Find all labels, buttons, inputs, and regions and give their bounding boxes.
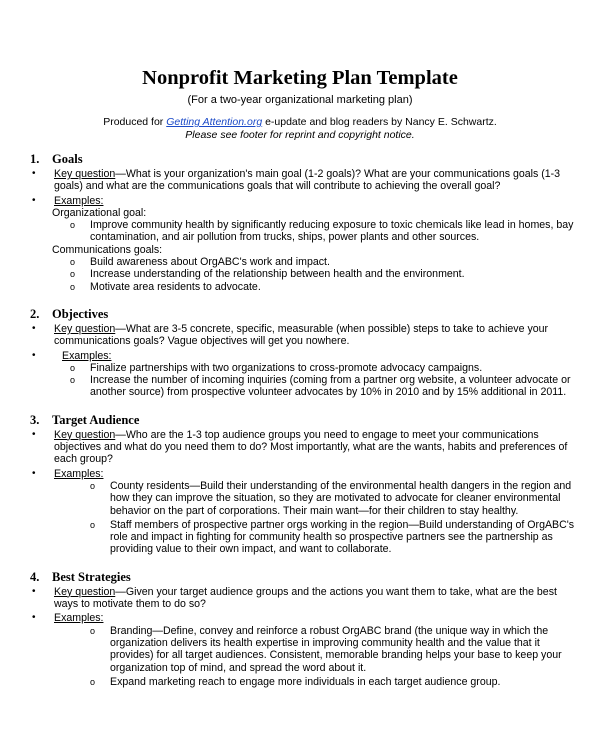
circle-bullet-icon: o — [70, 220, 76, 231]
section-heading — [30, 570, 575, 585]
list-item-text: Staff members of prospective partner orgs working in the region—Build understanding of OrgABC's role and impact in fighting for community health so prospective partners see the partnership as providing value to their own impact, and want to collaborate. — [110, 518, 575, 556]
list-item-text: Increase the number of incoming inquiries (coming from a partner org website, a volunteer advocate or another source) from prospective volunteer advocates by 10% in 2010 and by 15% additional in 2011. — [90, 374, 571, 399]
section-title: Best Strategies — [52, 569, 131, 584]
circle-bullet-icon: o — [90, 480, 96, 491]
footer-note: Please see footer for reprint and copyright notice. — [185, 128, 415, 141]
list-item — [70, 281, 575, 293]
list-item — [70, 268, 575, 280]
document-title: Nonprofit Marketing Plan Template — [142, 67, 458, 89]
list-item — [70, 219, 575, 244]
examples-label: Examples: — [54, 194, 104, 207]
list-item-text: Motivate area residents to advocate. — [90, 280, 261, 293]
comm-goal-label: Communications goals: — [52, 243, 163, 256]
key-question-row — [30, 586, 575, 611]
key-question-body: —Who are the 1-3 top audience groups you need to engage to meet your communications objectives and what do you need them to do? Most importantly, what are the wants, habits and preferences of each group? — [54, 428, 568, 466]
section-title: Objectives — [52, 306, 109, 321]
examples-row — [30, 350, 575, 362]
list-item — [90, 519, 575, 556]
section-number: 4. — [30, 569, 40, 584]
section-objectives — [30, 307, 575, 399]
key-question-label: Key question — [54, 585, 116, 598]
key-question-row — [30, 323, 575, 348]
list-item — [90, 625, 575, 674]
section-target-audience — [30, 413, 575, 556]
circle-bullet-icon: o — [90, 676, 96, 687]
list-item-text: Build awareness about OrgABC's work and impact. — [90, 256, 330, 269]
bullet-icon: • — [32, 428, 36, 440]
document-subtitle: (For a two-year organizational marketing plan) — [187, 94, 413, 106]
produced-prefix: Produced for — [103, 116, 167, 128]
list-item — [70, 362, 575, 374]
key-question-text — [54, 168, 575, 193]
examples-label: Examples: — [62, 349, 112, 362]
org-goal-label: Organizational goal: — [52, 206, 147, 219]
section-number: 1. — [30, 152, 40, 166]
circle-bullet-icon: o — [70, 375, 76, 386]
bullet-icon: • — [32, 322, 36, 334]
bullet-icon: • — [32, 349, 36, 361]
key-question-text — [54, 586, 575, 611]
produced-suffix: e-update and blog readers by Nancy E. Schwartz. — [262, 116, 497, 128]
bullet-icon: • — [32, 585, 36, 597]
section-best-strategies — [30, 570, 575, 688]
key-question-label: Key question — [54, 322, 116, 335]
list-item-text: Improve community health by significantly reducing exposure to toxic chemicals like lead in homes, bay contamination, and air pollution from trucks, ships, power plants and other sources. — [90, 219, 574, 244]
list-item-text: Increase understanding of the relationship between health and the environment. — [90, 268, 465, 281]
list-item — [90, 676, 575, 688]
list-item — [90, 480, 575, 517]
produced-by — [0, 116, 600, 141]
key-question-row — [30, 168, 575, 193]
key-question-body: —Given your target audience groups and the actions you want them to take, what are the best ways to motivate them to do so? — [54, 585, 557, 611]
section-number: 2. — [30, 306, 40, 321]
list-item-text: Finalize partnerships with two organizations to cross-promote advocacy campaigns. — [90, 361, 483, 374]
list-item-text: County residents—Build their understanding of the environmental health dangers in the region and how they can improve the situation, so they are motivated to advocate for cleaner environmental behavior on the part of corporations. Their main want—for their children to stay healthy. — [110, 479, 572, 517]
section-goals — [30, 152, 575, 293]
examples-row — [30, 195, 575, 207]
list-item — [70, 256, 575, 268]
key-question-row — [30, 429, 575, 466]
getting-attention-link[interactable]: Getting Attention.org — [166, 116, 263, 128]
list-item-text: Expand marketing reach to engage more individuals in each target audience group. — [110, 675, 501, 688]
circle-bullet-icon: o — [70, 281, 76, 292]
key-question-text — [54, 429, 575, 466]
examples-label: Examples: — [54, 612, 104, 625]
key-question-label: Key question — [54, 168, 116, 180]
section-heading — [30, 152, 575, 167]
bullet-icon: • — [32, 467, 36, 479]
key-question-body: —What is your organization's main goal (1-2 goals)? What are your communications goals (1-3 goals) and what are the communications goals that will contribute to achieving the overall goal? — [54, 168, 561, 193]
circle-bullet-icon: o — [70, 257, 76, 268]
bullet-icon: • — [32, 168, 36, 179]
document-content — [30, 152, 575, 702]
key-question-text — [54, 323, 575, 348]
circle-bullet-icon: o — [90, 625, 96, 636]
section-heading — [30, 413, 575, 428]
section-heading — [30, 307, 575, 322]
produced-line — [0, 116, 600, 129]
circle-bullet-icon: o — [70, 362, 76, 373]
section-number: 3. — [30, 412, 40, 427]
key-question-label: Key question — [54, 428, 116, 441]
key-question-body: —What are 3-5 concrete, specific, measurable (when possible) steps to take to achieve your communications goals? Vague objectives will get you nowhere. — [54, 322, 549, 348]
examples-label: Examples: — [54, 467, 104, 480]
list-item-text: Branding—Define, convey and reinforce a robust OrgABC brand (the unique way in which the organization delivers its health expertise in improving community health and the value that it provides) for all target audiences. Consistent, memorable branding helps your base to keep your organization top of mind, and spread the word about it. — [110, 624, 562, 674]
bullet-icon: • — [32, 612, 36, 624]
circle-bullet-icon: o — [90, 519, 96, 530]
bullet-icon: • — [32, 194, 36, 206]
section-title: Goals — [52, 152, 83, 166]
section-title: Target Audience — [52, 412, 140, 427]
examples-row — [30, 612, 575, 624]
list-item — [70, 374, 575, 399]
circle-bullet-icon: o — [70, 269, 76, 280]
examples-row — [30, 468, 575, 480]
